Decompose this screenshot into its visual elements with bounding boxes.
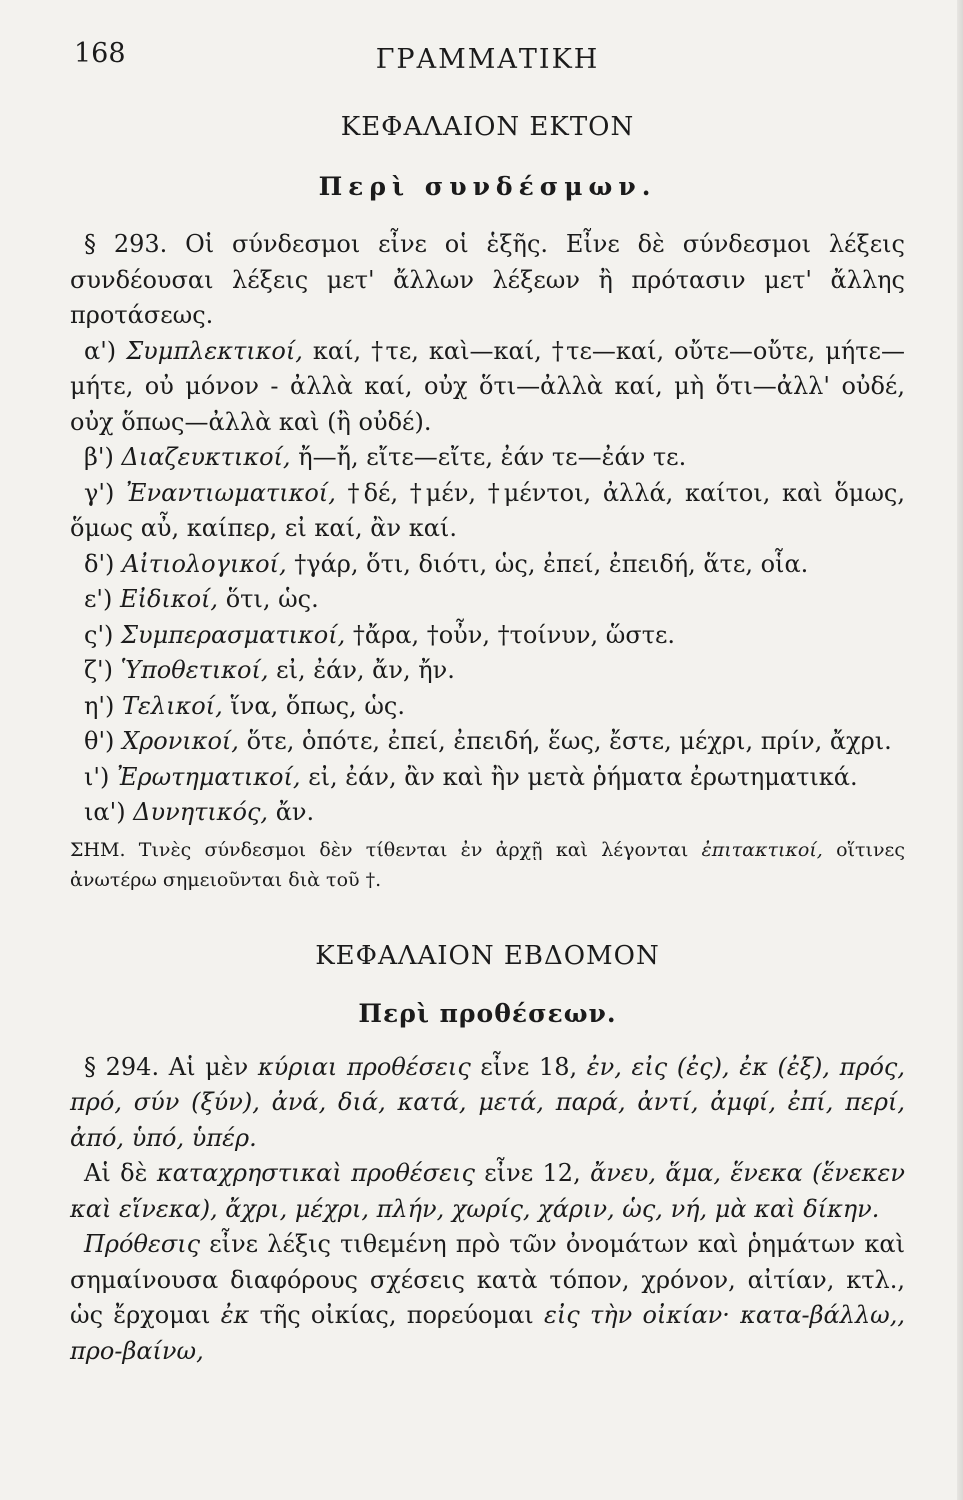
page-number: 168 bbox=[74, 38, 126, 69]
paragraph-mid: εἶνε 18, bbox=[480, 1052, 578, 1081]
conjunction-item bbox=[70, 795, 905, 831]
item-label: η') bbox=[84, 691, 115, 720]
conjunction-list bbox=[70, 334, 905, 831]
running-title: ΓΡΑΜΜΑΤΙΚΗ bbox=[375, 44, 600, 75]
term-improper-prepositions: καταχρηστικαὶ προθέσεις bbox=[156, 1159, 475, 1187]
paragraph-lead: Αἱ μὲν bbox=[168, 1052, 249, 1081]
item-conjunctions: καί, †τε, καὶ—καί, †τε—καί, οὔτε—οὔτε, μήτε—μήτε, οὐ μόνον - ἀλλὰ καί, οὐχ ὅτι—ἀλλὰ καί, μὴ ὅτι—ἀλλ' οὐδέ, οὐχ ὅπως—ἀλλὰ καὶ (ἢ οὐδέ). bbox=[70, 336, 905, 436]
section-mark: § 293. bbox=[84, 230, 168, 258]
conjunction-item bbox=[70, 724, 905, 760]
item-label: ια') bbox=[84, 798, 126, 826]
paragraph-mid: εἶνε 12, bbox=[484, 1159, 581, 1187]
conjunction-item bbox=[70, 476, 905, 547]
term-preposition: Πρόθεσις bbox=[84, 1230, 201, 1258]
term-proper-prepositions: κύριαι προθέσεις bbox=[257, 1052, 471, 1081]
conjunction-item bbox=[70, 582, 905, 618]
paragraph-293 bbox=[70, 227, 905, 334]
note-term: ἐπιτακτικοί, bbox=[701, 838, 823, 861]
item-label: ζ') bbox=[84, 656, 113, 684]
item-label: γ') bbox=[84, 478, 115, 507]
section-title-prepositions: Περὶ προθέσεων. bbox=[358, 998, 617, 1028]
item-conjunctions: εἰ, ἐάν, ἂν καὶ ἢν μετὰ ῥήματα ἐρωτηματικά. bbox=[308, 762, 858, 791]
conjunction-item bbox=[70, 334, 905, 441]
note bbox=[70, 835, 905, 895]
item-label: α') bbox=[84, 336, 117, 365]
definition-text-3: τὴν οἰκίαν· κατα-βάλλω,, προ-βαίνω, bbox=[70, 1301, 905, 1365]
paragraph-294 bbox=[70, 1050, 905, 1157]
item-category: Τελικοί, bbox=[121, 691, 223, 720]
definition-text: εἶνε λέξις τιθεμένη πρὸ τῶν ὀνομάτων καὶ ῥημάτων καὶ σημαίνουσα διαφόρους σχέσεις κατὰ τόπον, χρόνον, αἰτίαν, κτλ., ὡς ἔρχομαι bbox=[70, 1230, 905, 1329]
item-label: β') bbox=[84, 443, 114, 471]
item-category: Ὑποθετικοί, bbox=[120, 656, 269, 684]
item-label: θ') bbox=[84, 727, 115, 755]
item-category: Ἐναντιωματικοί, bbox=[126, 478, 336, 507]
example-eis: εἰς bbox=[543, 1301, 580, 1329]
item-category: Συμπερασματικοί, bbox=[121, 620, 346, 649]
item-label: ς') bbox=[84, 620, 114, 649]
note-text-b: οἵτινες ἀνωτέρω σημειοῦνται διὰ τοῦ †. bbox=[70, 838, 905, 891]
item-conjunctions: ἤ—ἤ, εἴτε—εἴτε, ἐάν τε—ἐάν τε. bbox=[298, 443, 687, 471]
item-label: ε') bbox=[84, 585, 113, 613]
conjunction-item bbox=[70, 547, 905, 583]
proper-prepositions-list: ἐν, εἰς (ἐς), ἐκ (ἐξ), πρός, πρό, σύν (ξύν), ἀνά, διά, κατά, μετά, παρά, ἀντί, ἀμφί, ἐπί, περί, ἀπό, ὑπό, ὑπέρ. bbox=[70, 1052, 905, 1152]
chapter-heading-7: ΚΕΦΑΛΑΙΟΝ ΕΒΔΟΜΟΝ bbox=[315, 940, 660, 971]
paragraph-improper bbox=[70, 1156, 905, 1227]
running-head bbox=[70, 0, 905, 90]
example-ek: ἐκ bbox=[220, 1301, 250, 1329]
improper-prepositions-list: ἄνευ, ἅμα, ἕνεκα (ἕνεκεν καὶ εἵνεκα), ἄχρι, μέχρι, πλήν, χωρίς, χάριν, ὡς, νή, μὰ καὶ δίκην. bbox=[70, 1159, 905, 1223]
conjunction-item bbox=[70, 618, 905, 654]
item-conjunctions: ὅτε, ὁπότε, ἐπεί, ἐπειδή, ἕως, ἔστε, μέχρι, πρίν, ἄχρι. bbox=[246, 727, 892, 755]
item-label: ι') bbox=[84, 762, 110, 791]
item-category: Διαζευκτικοί, bbox=[121, 443, 291, 471]
paragraph-definition bbox=[70, 1227, 905, 1369]
conjunction-item bbox=[70, 653, 905, 689]
item-category: Ἐρωτηματικοί, bbox=[117, 762, 301, 791]
chapter-heading-6: ΚΕΦΑΛΑΙΟΝ ΕΚΤΟΝ bbox=[340, 112, 635, 142]
section-mark: § 294. bbox=[84, 1052, 160, 1081]
item-category: Αἰτιολογικοί, bbox=[122, 549, 287, 578]
item-label: δ') bbox=[84, 549, 115, 578]
item-category: Δυνητικός, bbox=[133, 798, 269, 826]
scan-edge bbox=[957, 0, 963, 1500]
section-title-conjunctions: Περὶ συνδέσμων. bbox=[318, 172, 657, 201]
item-category: Χρονικοί, bbox=[122, 727, 239, 755]
item-category: Συμπλεκτικοί, bbox=[126, 336, 303, 365]
conjunction-item bbox=[70, 760, 905, 796]
note-mark: ΣΗΜ. bbox=[70, 838, 126, 861]
item-conjunctions: †ἄρα, †οὖν, †τοίνυν, ὥστε. bbox=[352, 620, 676, 649]
item-conjunctions: ἄν. bbox=[275, 798, 315, 826]
conjunction-item bbox=[70, 689, 905, 725]
item-conjunctions: ἵνα, ὅπως, ὡς. bbox=[230, 691, 405, 720]
definition-text-2: τῆς οἰκίας, πορεύομαι bbox=[259, 1301, 534, 1329]
paragraph-text: Οἱ σύνδεσμοι εἶνε οἱ ἑξῆς. Εἶνε δὲ σύνδεσμοι λέξεις συνδέουσαι λέξεις μετ' ἄλλων λέξεων ἢ πρότασιν μετ' ἄλλης προτάσεως. bbox=[70, 230, 905, 329]
item-conjunctions: εἰ, ἐάν, ἄν, ἤν. bbox=[276, 656, 455, 684]
conjunction-item bbox=[70, 440, 905, 476]
item-category: Εἰδικοί, bbox=[120, 585, 219, 613]
item-conjunctions: ὅτι, ὡς. bbox=[225, 585, 319, 613]
item-conjunctions: †γάρ, ὅτι, διότι, ὡς, ἐπεί, ἐπειδή, ἅτε, οἷα. bbox=[294, 549, 809, 578]
paragraph-lead: Αἱ δὲ bbox=[84, 1159, 148, 1187]
note-text-a: Τινὲς σύνδεσμοι δὲν τίθενται ἐν ἀρχῇ καὶ λέγονται bbox=[138, 838, 689, 861]
item-conjunctions: †δέ, †μέν, †μέντοι, ἀλλά, καίτοι, καὶ ὅμως, ὅμως αὖ, καίπερ, εἰ καί, ἂν καί. bbox=[70, 478, 906, 542]
